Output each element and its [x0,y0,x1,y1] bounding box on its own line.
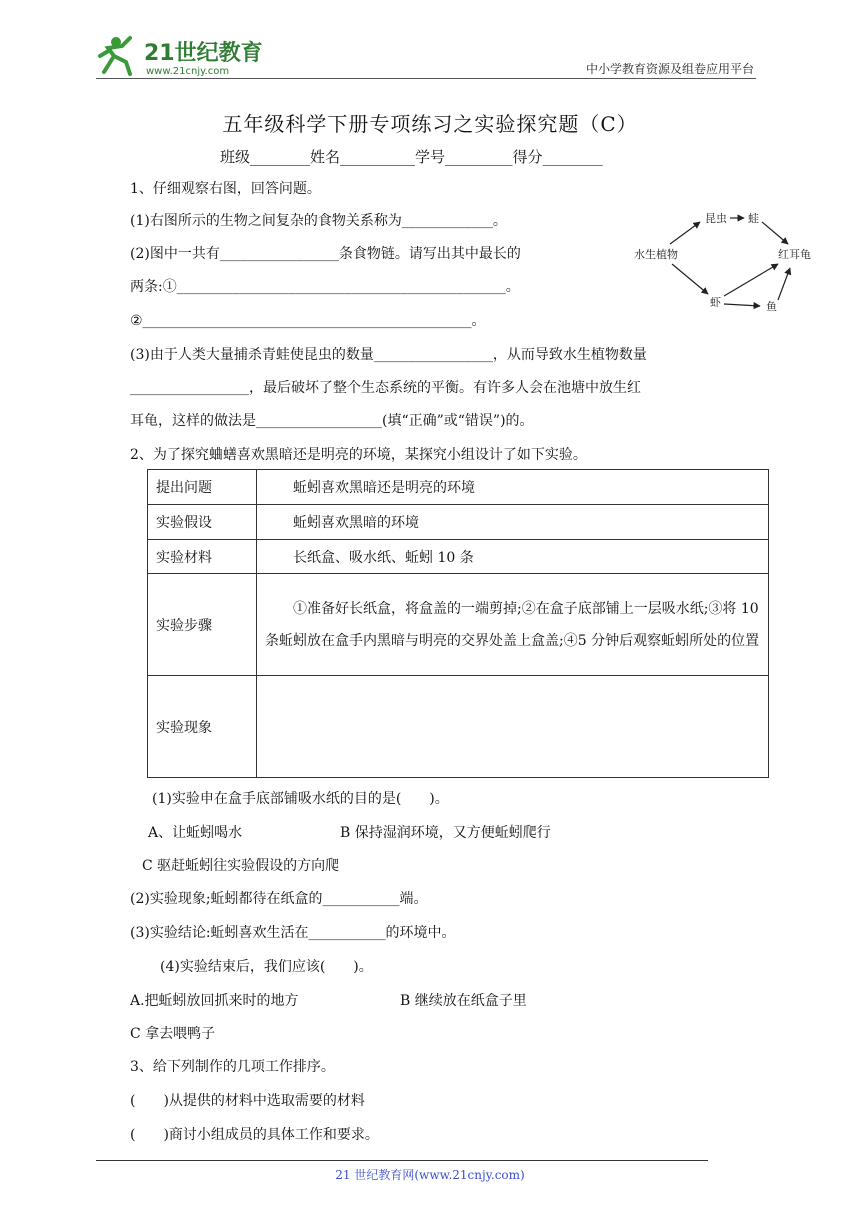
table-value: 蚯蚓喜欢黑暗的环境 [257,505,769,540]
table-row [148,574,769,676]
site-logo [96,34,266,80]
node-water-plant: 水生植物 [634,248,678,261]
q1-part4: ②_______________________________________________。 [130,313,486,329]
id-label: 学号 [415,148,446,166]
arrow-shrimp-fish [724,304,760,306]
food-web-diagram [628,200,820,322]
q3-item2: ( )商讨小组成员的具体工作和要求。 [130,1127,379,1143]
node-fish: 鱼 [766,300,777,313]
student-info-row [220,146,603,167]
q1-part1: (1)右图所示的生物之间复杂的食物关系称为_____________。 [130,213,507,229]
q1-part5: (3)由于人类大量捕杀青蛙使昆虫的数量_________________，从而导致水生植物数量 [130,347,647,363]
logo-text: 21世纪教育 [144,41,263,66]
header-divider [96,78,756,79]
q1-part6: _________________，最后破坏了整个生态系统的平衡。有许多人会在池塘中放生红 [130,380,641,396]
footer-link[interactable]: 21 世纪教育网(www.21cnjy.com) [335,1168,525,1182]
q2-sub1: (1)实验申在盒手底部铺吸水纸的目的是( )。 [152,791,449,807]
q1-part2: (2)图中一共有_________________条食物链。请写出其中最长的 [130,246,521,262]
q1-stem: 1、仔细观察右图，回答问题。 [130,181,321,197]
class-blank[interactable]: ________ [250,148,311,166]
q2-sub4-option-a[interactable]: A.把蚯蚓放回抓来时的地方 [130,993,299,1009]
node-turtle: 红耳龟 [778,248,811,261]
arrow-frog-turtle [762,222,788,244]
table-value: 长纸盒、吸水纸、蚯蚓 10 条 [257,540,769,574]
class-label: 班级 [220,148,251,166]
name-label: 姓名 [310,148,341,166]
table-row [148,540,769,574]
id-blank[interactable]: _________ [445,148,513,166]
q3-item1: ( )从提供的材料中选取需要的材料 [130,1093,365,1109]
footer-divider [96,1160,708,1161]
arrow-plant-insect [670,222,700,244]
q1-part7: 耳龟，这样的做法是__________________(填“正确”或“错误”)的。 [130,413,534,429]
table-row [148,676,769,778]
q2-sub1-option-b[interactable]: B 保持湿润环境，又方便蚯蚓爬行 [340,825,551,841]
q2-stem: 2、为了探究蛐蟮喜欢黑暗还是明亮的环境，某探究小组设计了如下实验。 [130,447,587,463]
table-row [148,505,769,540]
table-row [148,470,769,505]
arrow-plant-shrimp [672,264,708,294]
name-blank[interactable]: __________ [340,148,416,166]
node-insect: 昆虫 [705,212,727,225]
score-label: 得分 [512,148,543,166]
experiment-table [147,469,769,778]
q2-sub4: (4)实验结束后，我们应该( )。 [160,959,373,975]
table-value: ①准备好长纸盒，将盒盖的一端剪掉;②在盒子底部铺上一层吸水纸;③将 10 条蚯蚓放在盒手内黑暗与明亮的交界处盖上盒盖;④5 分钟后观察蚯蚓所处的位置 [257,574,769,676]
arrow-shrimp-turtle [724,264,778,296]
q2-sub2: (2)实验现象;蚯蚓都待在纸盒的___________端。 [130,891,428,907]
q2-sub1-option-c[interactable]: C 驱赶蚯蚓往实验假设的方向爬 [142,858,340,874]
arrow-fish-turtle [778,268,790,300]
q2-sub4-option-c[interactable]: C 拿去喂鸭子 [130,1026,216,1042]
table-key: 实验步骤 [148,574,257,676]
page-title: 五年级科学下册专项练习之实验探究题（C） [222,112,638,136]
table-key: 提出问题 [148,470,257,505]
q3-stem: 3、给下列制作的几项工作排序。 [130,1059,335,1075]
table-key: 实验材料 [148,540,257,574]
runner-icon [100,37,130,74]
q2-sub3: (3)实验结论:蚯蚓喜欢生活在___________的环境中。 [130,925,456,941]
observation-cell[interactable] [257,676,769,778]
node-frog: 蛙 [748,212,759,225]
table-value: 蚯蚓喜欢黑暗还是明亮的环境 [257,470,769,505]
platform-name: 中小学教育资源及组卷应用平台 [585,62,754,76]
score-blank[interactable]: ________ [542,148,603,166]
table-key: 实验假设 [148,505,257,540]
logo-url: www.21cnjy.com [146,66,230,77]
node-shrimp: 虾 [710,296,721,309]
q1-part3: 两条:①_______________________________________________。 [130,279,520,295]
q2-sub4-option-b[interactable]: B 继续放在纸盒子里 [400,993,527,1009]
q2-sub1-option-a[interactable]: A、让蚯蚓喝水 [148,825,243,841]
table-key: 实验现象 [148,676,257,778]
